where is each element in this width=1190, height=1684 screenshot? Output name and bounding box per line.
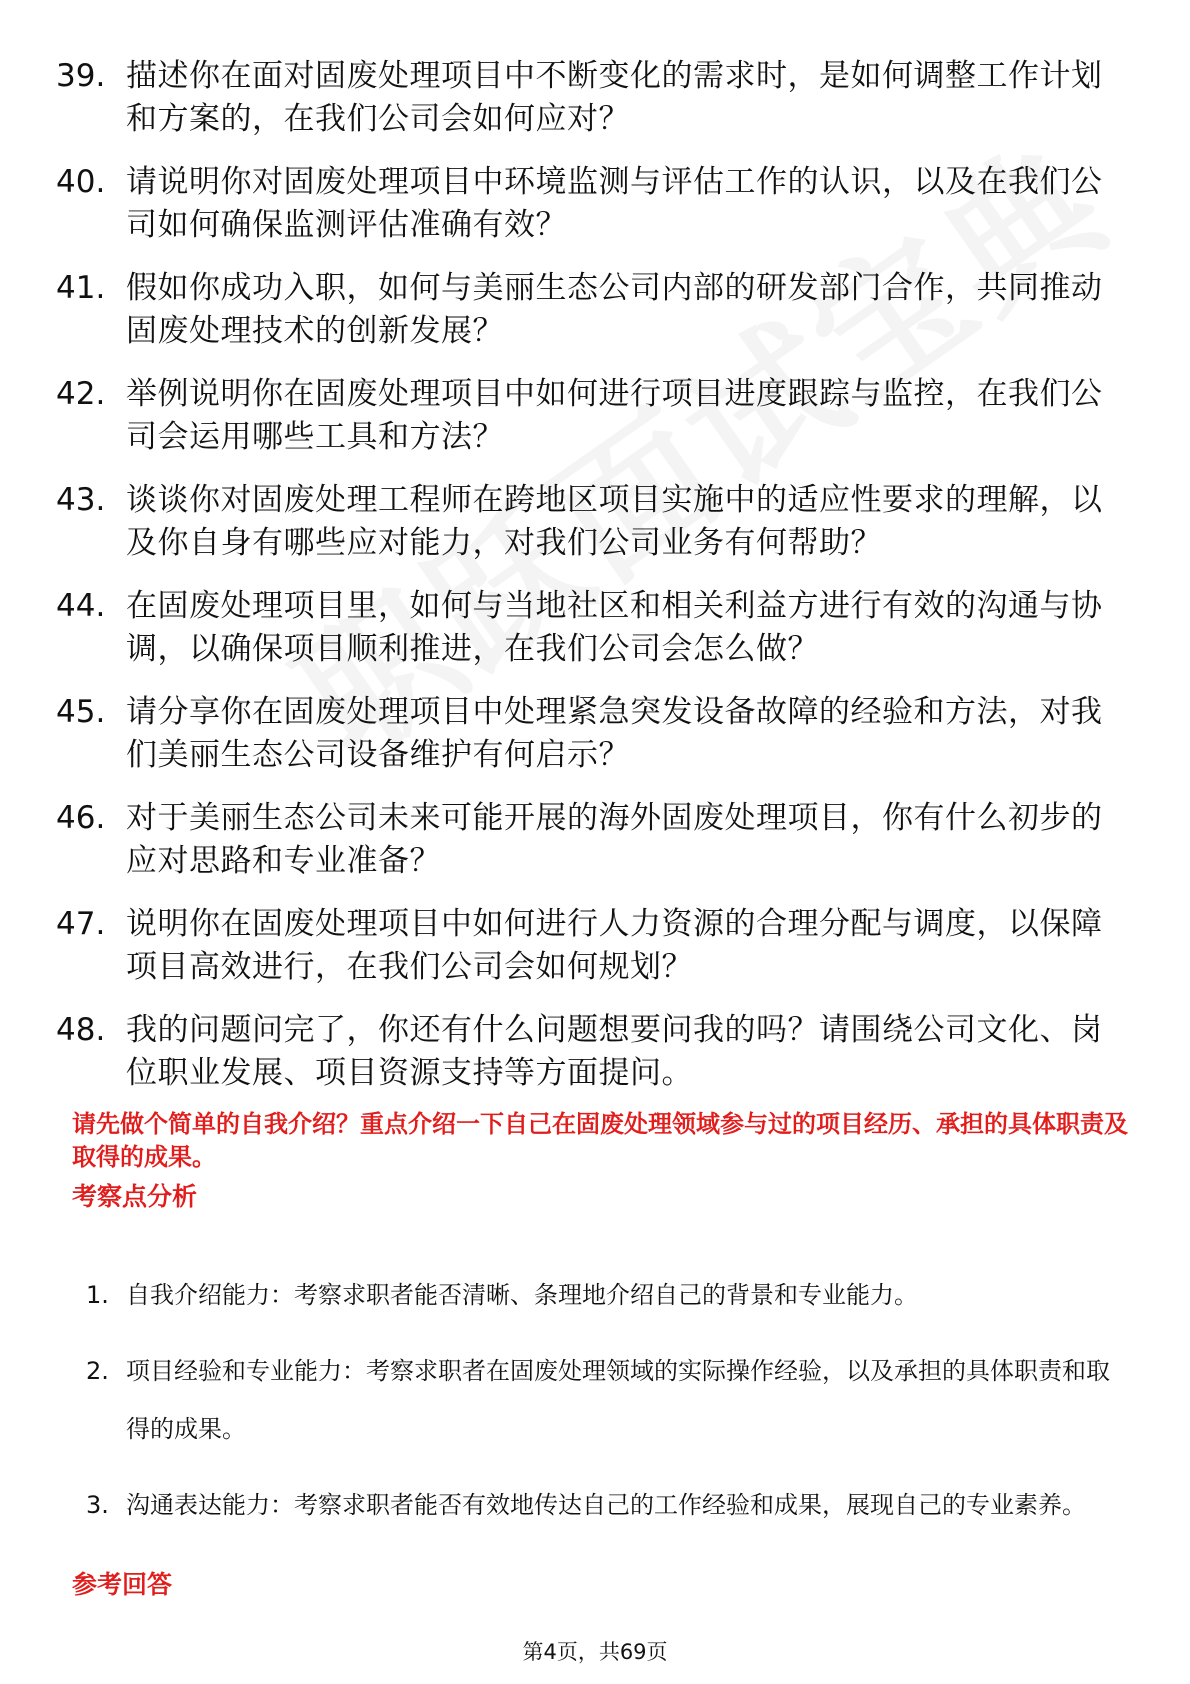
analysis-text: 沟通表达能力：考察求职者能否有效地传达自己的工作经验和成果，展现自己的专业素养。	[126, 1491, 1086, 1519]
question-text: 举例说明你在固废处理项目中如何进行项目进度跟踪与监控，在我们公司会运用哪些工具和方法？	[126, 376, 1103, 455]
question-number: 40.	[56, 164, 106, 200]
question-number: 44.	[56, 588, 106, 624]
question-item	[56, 1009, 1126, 1095]
analysis-text: 自我介绍能力：考察求职者能否清晰、条理地介绍自己的背景和专业能力。	[126, 1281, 918, 1309]
analysis-number: 1.	[86, 1281, 109, 1309]
question-item	[56, 585, 1126, 671]
analysis-number: 3.	[86, 1491, 109, 1519]
analysis-number: 2.	[86, 1357, 109, 1385]
highlight-question: 请先做个简单的自我介绍？重点介绍一下自己在固废处理领域参与过的项目经历、承担的具体职责及取得的成果。	[72, 1110, 1128, 1171]
analysis-heading: 考察点分析	[72, 1182, 198, 1211]
question-text: 在固废处理项目里，如何与当地社区和相关利益方进行有效的沟通与协调，以确保项目顺利推进，在我们公司会怎么做？	[126, 588, 1103, 667]
question-number: 41.	[56, 270, 106, 306]
analysis-list	[86, 1266, 1126, 1552]
question-list	[56, 55, 1126, 1115]
question-item	[56, 479, 1126, 565]
question-number: 43.	[56, 482, 106, 518]
question-number: 45.	[56, 694, 106, 730]
question-text: 谈谈你对固废处理工程师在跨地区项目实施中的适应性要求的理解，以及你自身有哪些应对能力，对我们公司业务有何帮助？	[126, 482, 1103, 561]
question-number: 39.	[56, 58, 106, 94]
question-text: 请分享你在固废处理项目中处理紧急突发设备故障的经验和方法，对我们美丽生态公司设备维护有何启示？	[126, 694, 1103, 773]
question-item	[56, 903, 1126, 989]
question-number: 48.	[56, 1012, 106, 1048]
question-text: 我的问题问完了，你还有什么问题想要问我的吗？请围绕公司文化、岗位职业发展、项目资源支持等方面提问。	[126, 1012, 1103, 1091]
question-number: 42.	[56, 376, 106, 412]
question-item	[56, 267, 1126, 353]
question-number: 46.	[56, 800, 106, 836]
answer-heading: 参考回答	[72, 1570, 173, 1599]
question-text: 假如你成功入职，如何与美丽生态公司内部的研发部门合作，共同推动固废处理技术的创新发展？	[126, 270, 1103, 349]
question-item	[56, 55, 1126, 141]
analysis-item	[86, 1476, 1126, 1534]
analysis-text: 项目经验和专业能力：考察求职者在固废处理领域的实际操作经验，以及承担的具体职责和取得的成果。	[126, 1357, 1110, 1443]
analysis-item	[86, 1266, 1126, 1324]
question-item	[56, 691, 1126, 777]
question-item	[56, 161, 1126, 247]
analysis-item	[86, 1342, 1126, 1458]
question-item	[56, 797, 1126, 883]
question-text: 请说明你对固废处理项目中环境监测与评估工作的认识，以及在我们公司如何确保监测评估准确有效？	[126, 164, 1103, 243]
question-text: 对于美丽生态公司未来可能开展的海外固废处理项目，你有什么初步的应对思路和专业准备？	[126, 800, 1103, 879]
question-item	[56, 373, 1126, 459]
question-number: 47.	[56, 906, 106, 942]
question-text: 说明你在固废处理项目中如何进行人力资源的合理分配与调度，以保障项目高效进行，在我们公司会如何规划？	[126, 906, 1103, 985]
question-text: 描述你在面对固废处理项目中不断变化的需求时，是如何调整工作计划和方案的，在我们公司会如何应对？	[126, 58, 1103, 137]
page-footer: 第4页，共69页	[522, 1640, 668, 1664]
